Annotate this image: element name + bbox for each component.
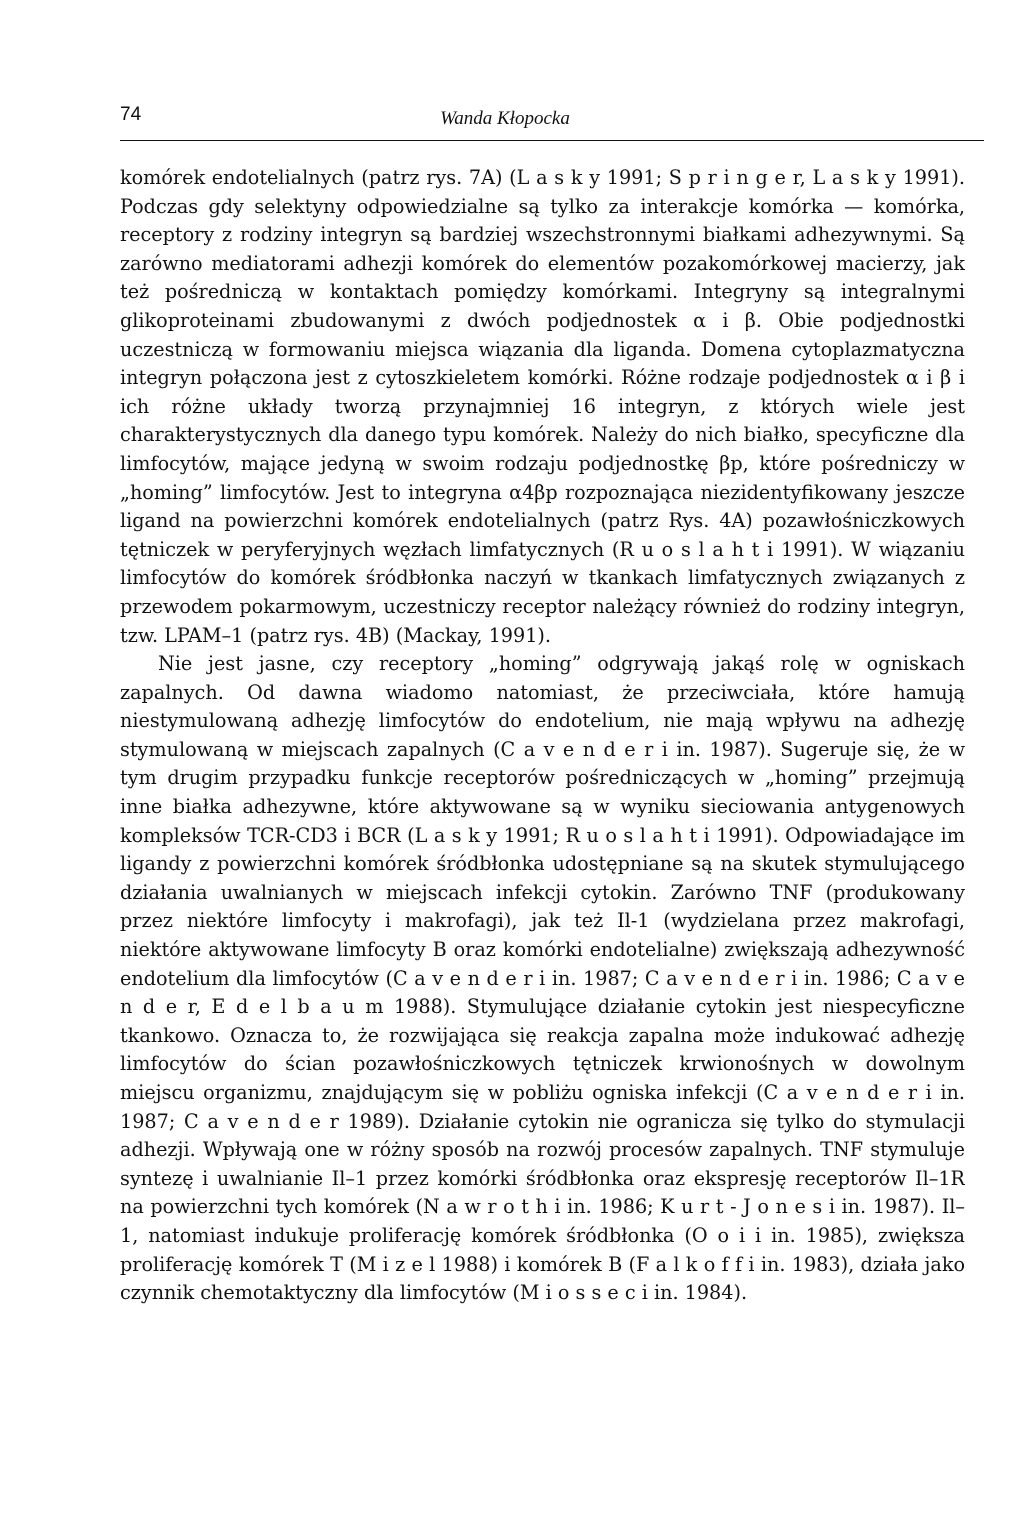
page-header	[120, 100, 984, 141]
page-number: 74	[120, 104, 142, 125]
body-text	[120, 164, 965, 1494]
paragraph-homing-receptors: Nie jest jasne, czy receptory „homing” odgrywają jakąś rolę w ogniskach zapalnych. Od dawna wiadomo natomiast, że przeciwciała, które hamują niestymulowaną adhezję limfocytów do endotelium, nie mają wpływu na adhezję stymulowaną w miejscach zapalnych (C a v e n d e r i in. 1987). Sugeruje się, że w tym drugim przypadku funkcje receptorów pośredniczących w „homing” przejmują inne białka adhezywne, które aktywowane są w wyniku sieciowania antygenowych kompleksów TCR-CD3 i BCR (L a s k y 1991; R u o s l a h t i 1991). Odpowiadające im ligandy z powierzchni komórek śródbłonka udostępniane są na skutek stymulującego działania uwalnianych w miejscach infekcji cytokin. Zarówno TNF (produkowany przez niektóre limfocyty i makrofagi), jak też Il-1 (wydzielana przez makrofagi, niektóre aktywowane limfocyty B oraz komórki endotelialne) zwiększają adhezywność endotelium dla limfocytów (C a v e n d e r i in. 1987; C a v e n d e r i in. 1986; C a v e n d e r, E d e l b a u m 1988). Stymulujące działanie cytokin jest niespecyficzne tkankowo. Oznacza to, że rozwijająca się reakcja zapalna może indukować adhezję limfocytów do ścian pozawłośniczkowych tętniczek krwionośnych w dowolnym miejscu organizmu, znajdującym się w pobliżu ogniska infekcji (C a v e n d e r i in. 1987; C a v e n d e r 1989). Działanie cytokin nie ogranicza się tylko do stymulacji adhezji. Wpływają one w różny sposób na rozwój procesów zapalnych. TNF stymuluje syntezę i uwalnianie Il–1 przez komórki śródbłonka oraz ekspresję receptorów Il–1R na powierzchni tych komórek (N a w r o t h i in. 1986; K u r t - J o n e s i in. 1987). Il–1, natomiast indukuje proliferację komórek śródbłonka (O o i i in. 1985), zwiększa proliferację komórek T (M i z e l 1988) i komórek B (F a l k o f f i in. 1983), działa jako czynnik chemotaktyczny dla limfocytów (M i o s s e c i in. 1984).	[120, 652, 965, 1305]
running-head-author: Wanda Kłopocka	[440, 108, 570, 129]
paragraph-integrins: komórek endotelialnych (patrz rys. 7A) (L a s k y 1991; S p r i n g e r, L a s k y 1991). Podczas gdy selektyny odpowiedzialne są tylko za interakcje komórka — komórka, receptory z rodziny integryn są bardziej wszechstronnymi białkami adhezywnymi. Są zarówno mediatorami adhezji komórek do elementów pozakomórkowej macierzy, jak też pośredniczą w kontaktach pomiędzy komórkami. Integryny są integralnymi glikoproteinami zbudowanymi z dwóch podjednostek α i β. Obie podjednostki uczestniczą w formowaniu miejsca wiązania dla liganda. Domena cytoplazmatyczna integryn połączona jest z cytoszkieletem komórki. Różne rodzaje podjednostek α i β i ich różne układy tworzą przynajmniej 16 integryn, z których wiele jest charakterystycznych dla danego typu komórek. Należy do nich białko, specyficzne dla limfocytów, mające jedyną w swoim rodzaju podjednostkę βp, które pośredniczy w „homing” limfocytów. Jest to integryna α4βp rozpoznająca niezidentyfikowany jeszcze ligand na powierzchni komórek endotelialnych (patrz Rys. 4A) pozawłośniczkowych tętniczek w peryferyjnych węzłach limfatycznych (R u o s l a h t i 1991). W wiązaniu limfocytów do komórek śródbłonka naczyń w tkankach limfatycznych związanych z przewodem pokarmowym, uczestniczy receptor należący również do rodziny integryn, tzw. LPAM–1 (patrz rys. 4B) (Mackay, 1991).	[120, 166, 965, 647]
